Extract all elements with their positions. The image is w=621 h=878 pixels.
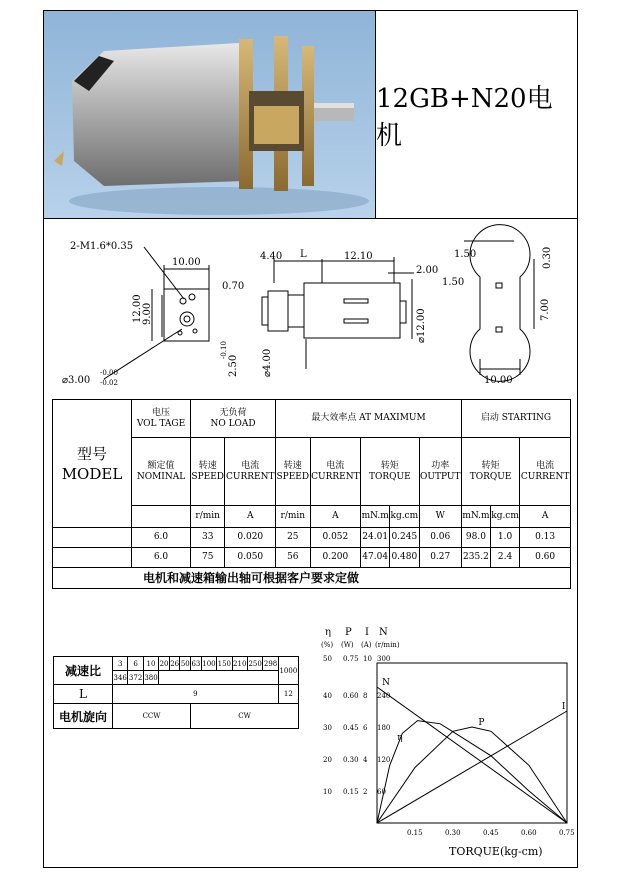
model-en: MODEL: [61, 464, 123, 483]
axis-tick-label: 60: [377, 788, 386, 796]
title-box: [376, 11, 577, 219]
cell: 0.245: [390, 528, 419, 548]
dim-L: L: [300, 249, 307, 260]
x-tick-label: 0.75: [559, 829, 575, 837]
axis-unit-label: (%): [321, 641, 334, 649]
cell: 24.01: [361, 528, 390, 548]
ratio-cell: 210: [232, 657, 247, 671]
cell: 0.06: [419, 528, 461, 548]
cell: 56: [276, 548, 310, 568]
maxeff-header: 最大效率点 AT MAXIMUM: [276, 400, 462, 438]
L-value-b: 12: [278, 685, 298, 704]
direction-ccw: CCW: [113, 704, 191, 729]
axis-tick-label: 6: [363, 724, 368, 732]
model-cell: [53, 548, 132, 568]
dim-dia-4: ⌀4.00: [262, 348, 273, 377]
axis-tick-label: 10: [323, 788, 332, 796]
axis-tick-label: 0.45: [343, 724, 359, 732]
axis-header-label: η: [325, 627, 331, 638]
performance-chart: [319, 623, 577, 863]
axis-tick-label: 30: [323, 724, 332, 732]
unit-cell: A: [225, 506, 276, 528]
axis-tick-label: 0.15: [343, 788, 359, 796]
cell: 0.052: [310, 528, 361, 548]
ratio-cell: 3: [113, 657, 128, 671]
dim-1000-bottom: 10.00: [484, 375, 513, 386]
max-speed: 转速 SPEED: [276, 438, 310, 506]
unit-cell: kg.cm: [390, 506, 419, 528]
model-cell: [53, 528, 132, 548]
unit-cell: A: [520, 506, 571, 528]
dim-1210: 12.10: [344, 251, 373, 262]
axis-tick-label: 2: [363, 788, 368, 796]
series-eta-label: η: [397, 732, 403, 743]
model-header: [53, 400, 132, 528]
unit-cell: W: [419, 506, 461, 528]
axis-header-label: P: [345, 627, 352, 638]
starting-header: 启动 STARTING: [461, 400, 570, 438]
axis-tick-label: 240: [377, 692, 391, 700]
ratio-cell: 50: [180, 657, 191, 671]
noload-header: 无负荷 NO LOAD: [191, 400, 276, 438]
start-torque: 转矩 TORQUE: [461, 438, 519, 506]
ratio-cell: 63: [191, 657, 202, 671]
x-tick-label: 0.15: [407, 829, 423, 837]
cell: 235.2: [461, 548, 490, 568]
cell: 75: [191, 548, 225, 568]
axis-tick-label: 0.30: [343, 756, 359, 764]
dim-700: 7.00: [540, 298, 551, 321]
dim-dia-12: ⌀12.00: [416, 308, 427, 343]
axis-unit-label: (A): [361, 641, 372, 649]
cell: 6.0: [132, 528, 191, 548]
ratio-cell: 346: [113, 671, 128, 685]
axis-unit-label: (r/min): [375, 641, 400, 649]
dim-tol-minus: -0.02: [100, 379, 118, 387]
axis-tick-label: 120: [377, 756, 391, 764]
dim-200: 2.00: [416, 265, 439, 276]
ratio-label: 减速比: [54, 657, 113, 685]
cell: 33: [191, 528, 225, 548]
ratio-cell: 250: [247, 657, 262, 671]
rated-header: 额定值 NOMINAL: [132, 438, 191, 506]
series-I-label: I: [561, 702, 566, 712]
model-cn: 型号: [76, 444, 107, 463]
unit-cell: r/min: [191, 506, 225, 528]
axis-header-label: I: [365, 627, 369, 638]
ratio-cell: 6: [128, 657, 143, 671]
dim-150-mid: 1.50: [442, 277, 465, 288]
cell: 0.13: [520, 528, 571, 548]
dim-height-9: 9.00: [142, 302, 153, 325]
ratio-cell: 26: [169, 657, 180, 671]
series-N-line: [377, 687, 567, 823]
cell: 1.0: [490, 528, 519, 548]
unit-cell: mN.m: [361, 506, 390, 528]
L-value-a: 9: [113, 685, 279, 704]
unit-cell: A: [310, 506, 361, 528]
table-row: [53, 548, 571, 568]
noload-current: 电流 CURRENT: [225, 438, 276, 506]
unit-blank: [132, 506, 191, 528]
series-N-label: N: [382, 678, 390, 688]
x-tick-label: 0.30: [445, 829, 461, 837]
axis-tick-label: 10: [363, 655, 372, 663]
cell: 0.020: [225, 528, 276, 548]
direction-cw: CW: [191, 704, 299, 729]
dim-hole-note: 2-M1.6*0.35: [70, 241, 134, 252]
cell: 25: [276, 528, 310, 548]
ratio-cell: 150: [217, 657, 232, 671]
x-tick-label: 0.45: [483, 829, 499, 837]
dim-250: 2.50: [228, 354, 239, 377]
ratio-blank: [159, 671, 279, 685]
cell: 47.04: [361, 548, 390, 568]
start-current: 电流 CURRENT: [520, 438, 571, 506]
ratio-cell: 372: [128, 671, 143, 685]
L-label: L: [54, 685, 113, 704]
axis-tick-label: 300: [377, 655, 391, 663]
max-torque: 转矩 TORQUE: [361, 438, 419, 506]
ratio-cell: 20: [159, 657, 170, 671]
dim-440: 4.40: [260, 251, 283, 262]
datasheet: [43, 10, 578, 868]
cell: 2.4: [490, 548, 519, 568]
ratio-cell: 298: [263, 657, 278, 671]
axis-tick-label: 20: [323, 756, 332, 764]
axis-tick-label: 0.75: [343, 655, 359, 663]
x-tick-label: 0.60: [521, 829, 537, 837]
axis-tick-label: 8: [363, 692, 368, 700]
series-P-label: P: [478, 718, 485, 728]
motor-photo: [44, 11, 376, 219]
axis-header-label: N: [379, 627, 388, 638]
voltage-header: 电压 VOL TAGE: [132, 400, 191, 438]
axis-tick-label: 50: [323, 655, 332, 663]
product-title: 12GB+N20电机: [376, 83, 553, 151]
dim-250-tol: -0.10: [220, 341, 228, 359]
x-axis-label: TORQUE(kg-cm): [449, 845, 543, 858]
ratio-cell: 100: [201, 657, 216, 671]
dim-070: 0.70: [222, 281, 245, 292]
axis-tick-label: 0.60: [343, 692, 359, 700]
axis-tick-label: 4: [363, 756, 368, 764]
dim-150-top: 1.50: [454, 249, 477, 260]
cell: 98.0: [461, 528, 490, 548]
cell: 0.60: [520, 548, 571, 568]
dim-shaft-dia-3: ⌀3.00: [62, 375, 91, 386]
direction-label: 电机旋向: [54, 704, 113, 729]
gear-table: [53, 656, 299, 729]
spec-table: [52, 399, 571, 589]
cell: 0.480: [390, 548, 419, 568]
axis-unit-label: (W): [341, 641, 354, 649]
dim-width-10: 10.00: [172, 257, 201, 268]
custom-note: 电机和减速箱输出轴可根据客户要求定做: [53, 568, 571, 589]
max-current: 电流 CURRENT: [310, 438, 361, 506]
cell: 0.050: [225, 548, 276, 568]
series-P-line: [377, 727, 567, 823]
ratio-cell: 380: [143, 671, 158, 685]
max-output: 功率 OUTPUT: [419, 438, 461, 506]
dimension-drawing: [44, 219, 577, 399]
unit-cell: r/min: [276, 506, 310, 528]
cell: 0.27: [419, 548, 461, 568]
axis-tick-label: 180: [377, 724, 391, 732]
dim-height-12: 12.00: [132, 294, 143, 323]
axis-tick-label: 40: [323, 692, 332, 700]
series-eta-line: [377, 721, 567, 823]
cell: 0.200: [310, 548, 361, 568]
series-I-line: [377, 711, 567, 823]
ratio-cell: 10: [143, 657, 158, 671]
dim-030: 0.30: [542, 246, 553, 269]
noload-speed: 转速 SPEED: [191, 438, 225, 506]
unit-cell: mN.m: [461, 506, 490, 528]
cell: 6.0: [132, 548, 191, 568]
table-row: [53, 528, 571, 548]
dim-tol-plus: -0.00: [100, 369, 118, 377]
unit-cell: kg.cm: [490, 506, 519, 528]
ratio-cell: 1000: [278, 657, 298, 685]
